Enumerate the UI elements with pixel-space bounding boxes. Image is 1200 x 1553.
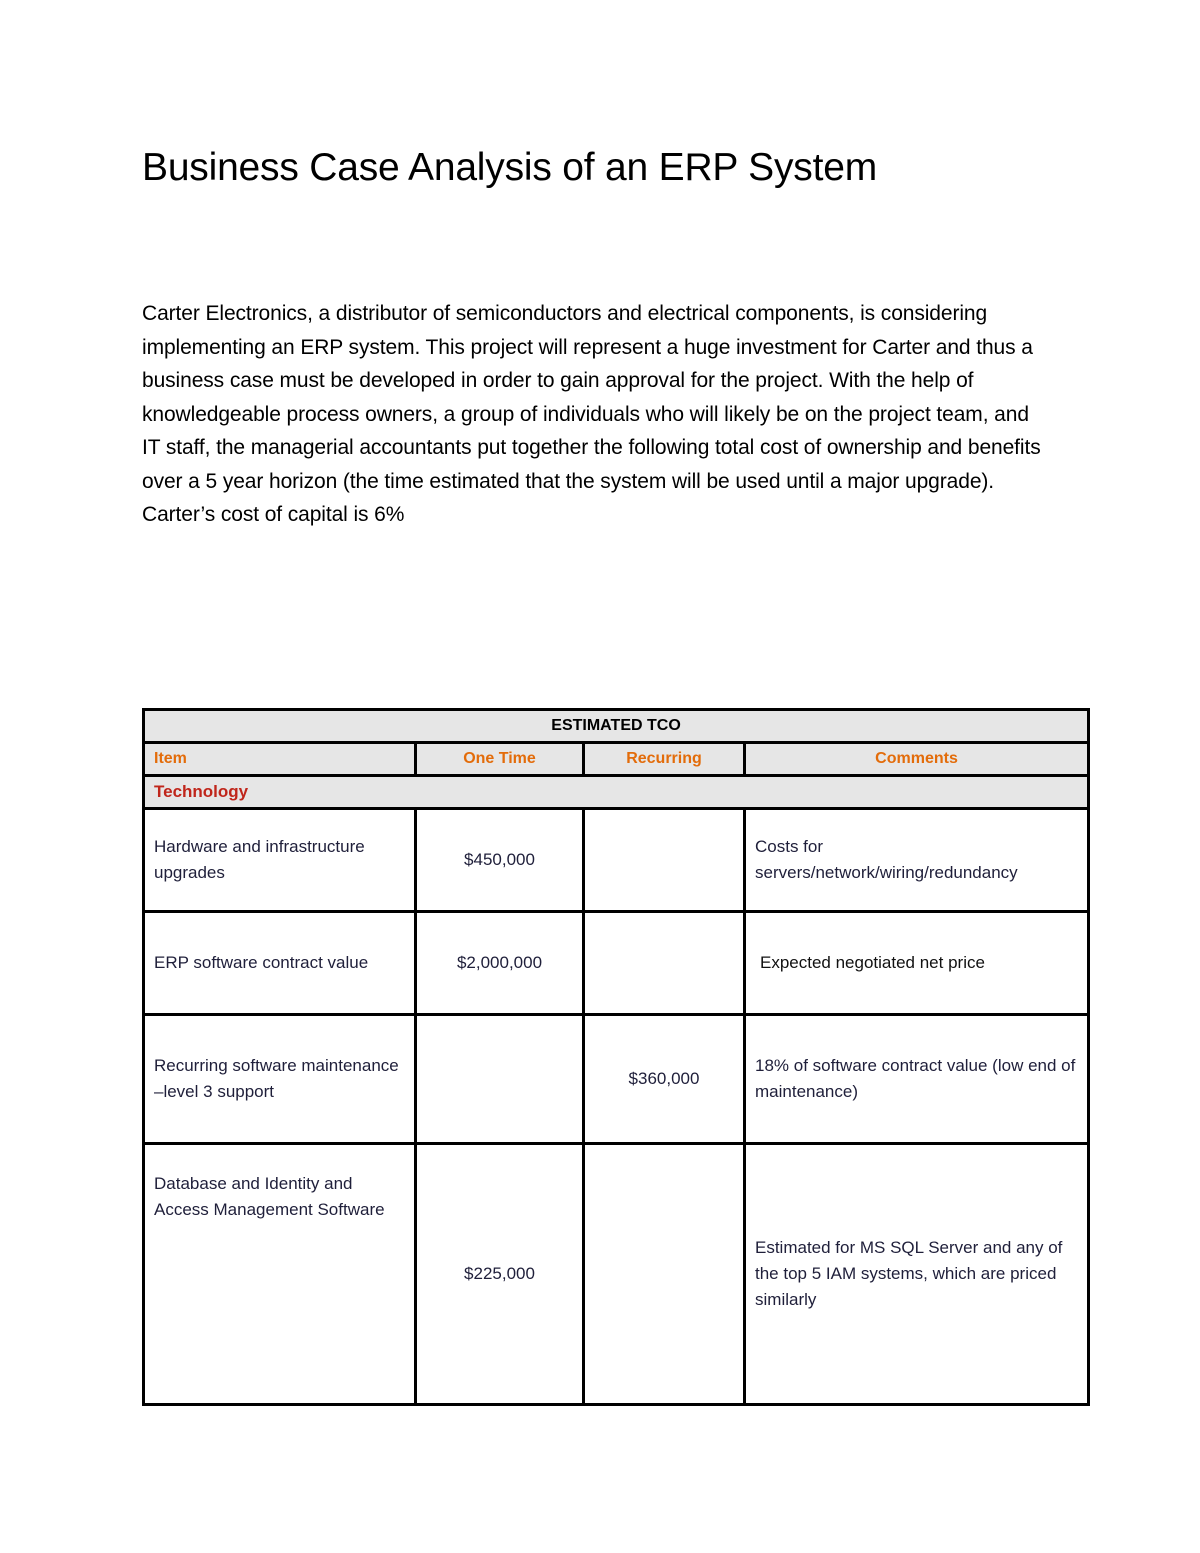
one-time-cell: $450,000 xyxy=(416,809,584,912)
item-cell: Recurring software maintenance –level 3 support xyxy=(144,1015,416,1144)
table-title-row xyxy=(144,710,1089,743)
recurring-cell: $360,000 xyxy=(584,1015,745,1144)
item-cell: Database and Identity and Access Management Software xyxy=(144,1144,416,1405)
table-row xyxy=(144,1144,1089,1405)
comments-cell: Estimated for MS SQL Server and any of the top 5 IAM systems, which are priced similarly xyxy=(745,1144,1089,1405)
recurring-cell xyxy=(584,1144,745,1405)
estimated-tco-table xyxy=(142,708,1090,1406)
section-label: Technology xyxy=(144,776,1089,809)
comments-cell: Expected negotiated net price xyxy=(745,912,1089,1015)
one-time-cell: $225,000 xyxy=(416,1144,584,1405)
item-cell: ERP software contract value xyxy=(144,912,416,1015)
page-title: Business Case Analysis of an ERP System xyxy=(142,146,877,189)
column-header-recurring: Recurring xyxy=(584,743,745,776)
table-row xyxy=(144,912,1089,1015)
intro-paragraph: Carter Electronics, a distributor of semiconductors and electrical components, is considering implementing an ERP system. This project will represent a huge investment for Carter and thus a business case must be developed in order to gain approval for the project. With the help of knowledgeable process owners, a group of individuals who will likely be on the project team, and IT staff, the managerial accountants put together the following total cost of ownership and benefits over a 5 year horizon (the time estimated that the system will be used until a major upgrade). Carter’s cost of capital is 6% xyxy=(142,302,1041,526)
one-time-cell: $2,000,000 xyxy=(416,912,584,1015)
section-row-technology xyxy=(144,776,1089,809)
table-row xyxy=(144,809,1089,912)
table-header-row xyxy=(144,743,1089,776)
comments-cell: Costs for servers/network/wiring/redundancy xyxy=(745,809,1089,912)
table-title: ESTIMATED TCO xyxy=(144,710,1089,743)
recurring-cell xyxy=(584,912,745,1015)
column-header-item: Item xyxy=(144,743,416,776)
column-header-comments: Comments xyxy=(745,743,1089,776)
column-header-one-time: One Time xyxy=(416,743,584,776)
table-row xyxy=(144,1015,1089,1144)
one-time-cell xyxy=(416,1015,584,1144)
recurring-cell xyxy=(584,809,745,912)
item-cell: Hardware and infrastructure upgrades xyxy=(144,809,416,912)
comments-cell: 18% of software contract value (low end of maintenance) xyxy=(745,1015,1089,1144)
